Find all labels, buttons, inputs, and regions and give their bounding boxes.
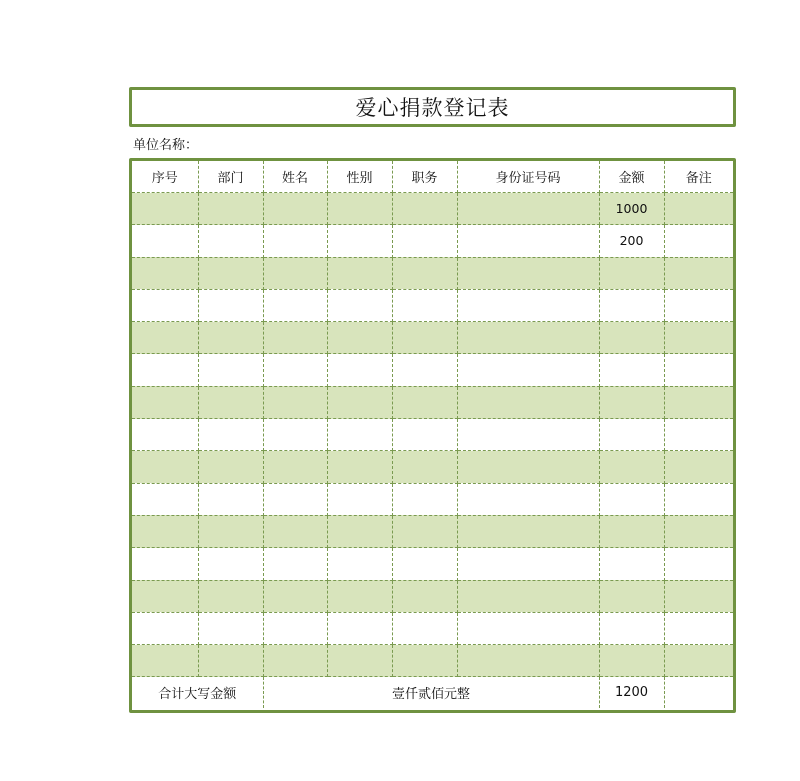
table-cell[interactable] <box>599 419 664 451</box>
donation-table <box>132 161 733 708</box>
column-header: 备注 <box>664 161 733 193</box>
table-cell[interactable] <box>392 645 457 677</box>
table-cell[interactable] <box>392 483 457 515</box>
table-cell[interactable] <box>599 257 664 289</box>
table-cell[interactable] <box>664 289 733 321</box>
table-cell[interactable] <box>198 548 263 580</box>
table-row <box>132 322 733 354</box>
table-cell[interactable] <box>263 386 327 418</box>
table-cell[interactable] <box>392 419 457 451</box>
table-row <box>132 645 733 677</box>
table-cell[interactable] <box>457 612 599 644</box>
table-cell[interactable] <box>664 548 733 580</box>
table-cell[interactable] <box>198 580 263 612</box>
table-cell[interactable] <box>327 354 392 386</box>
table-cell[interactable] <box>599 289 664 321</box>
table-cell[interactable] <box>392 289 457 321</box>
total-label: 合计大写金额 <box>132 677 263 709</box>
table-cell[interactable] <box>327 451 392 483</box>
table-cell[interactable] <box>457 645 599 677</box>
table-cell[interactable] <box>327 386 392 418</box>
table-cell[interactable] <box>132 612 198 644</box>
table-cell[interactable] <box>664 193 733 225</box>
table-cell[interactable] <box>457 515 599 547</box>
column-header: 身份证号码 <box>457 161 599 193</box>
table-cell[interactable] <box>664 483 733 515</box>
table-cell[interactable] <box>132 419 198 451</box>
table-cell[interactable] <box>198 257 263 289</box>
table-cell[interactable] <box>664 645 733 677</box>
table-cell[interactable] <box>392 386 457 418</box>
table-cell[interactable] <box>198 451 263 483</box>
table-row <box>132 289 733 321</box>
table-cell[interactable] <box>457 483 599 515</box>
table-cell[interactable] <box>132 289 198 321</box>
table-cell[interactable] <box>664 419 733 451</box>
table-cell[interactable] <box>263 225 327 257</box>
table-cell[interactable] <box>263 483 327 515</box>
table-cell[interactable] <box>327 580 392 612</box>
table-cell[interactable] <box>198 225 263 257</box>
table-cell[interactable] <box>457 257 599 289</box>
table-cell[interactable] <box>457 451 599 483</box>
table-cell[interactable] <box>263 419 327 451</box>
table-cell[interactable] <box>664 257 733 289</box>
table-cell[interactable] <box>198 386 263 418</box>
column-header: 姓名 <box>263 161 327 193</box>
total-amount-words[interactable]: 壹仟贰佰元整 <box>263 677 599 709</box>
table-row <box>132 515 733 547</box>
table-cell[interactable] <box>263 548 327 580</box>
table-cell[interactable] <box>327 483 392 515</box>
table-cell[interactable] <box>263 354 327 386</box>
table-cell[interactable] <box>327 515 392 547</box>
table-cell[interactable] <box>198 645 263 677</box>
table-cell[interactable] <box>457 193 599 225</box>
header-row <box>132 161 733 193</box>
table-cell[interactable] <box>664 354 733 386</box>
table-cell[interactable] <box>599 645 664 677</box>
column-header: 部门 <box>198 161 263 193</box>
table-cell[interactable] <box>664 612 733 644</box>
table-cell[interactable] <box>132 225 198 257</box>
table-cell[interactable] <box>392 612 457 644</box>
table-cell[interactable] <box>132 483 198 515</box>
page-title: 爱心捐款登记表 <box>355 96 510 120</box>
table-cell[interactable] <box>132 548 198 580</box>
table-row <box>132 419 733 451</box>
table-cell[interactable] <box>457 386 599 418</box>
table-cell[interactable] <box>263 322 327 354</box>
table-cell[interactable]: 1000 <box>599 193 664 225</box>
table-cell[interactable] <box>198 483 263 515</box>
table-row <box>132 612 733 644</box>
unit-name-label: 单位名称： <box>133 138 199 153</box>
table-cell[interactable] <box>263 515 327 547</box>
table-cell[interactable] <box>263 289 327 321</box>
table-cell[interactable] <box>327 322 392 354</box>
table-row <box>132 548 733 580</box>
table-cell[interactable] <box>132 257 198 289</box>
column-header: 序号 <box>132 161 198 193</box>
table-cell[interactable] <box>327 193 392 225</box>
table-cell[interactable] <box>263 580 327 612</box>
table-cell[interactable] <box>392 257 457 289</box>
table-row <box>132 483 733 515</box>
table-cell[interactable] <box>132 354 198 386</box>
table-cell[interactable] <box>132 386 198 418</box>
table-cell[interactable] <box>599 354 664 386</box>
column-header: 金额 <box>599 161 664 193</box>
table-cell[interactable] <box>132 580 198 612</box>
table-cell[interactable] <box>263 257 327 289</box>
table-row <box>132 354 733 386</box>
table-cell[interactable] <box>198 612 263 644</box>
table-cell[interactable] <box>664 322 733 354</box>
table-row <box>132 257 733 289</box>
table-cell[interactable] <box>664 451 733 483</box>
table-cell[interactable] <box>327 548 392 580</box>
table-row <box>132 386 733 418</box>
table-cell[interactable]: 200 <box>599 225 664 257</box>
table-cell[interactable] <box>132 193 198 225</box>
table-cell[interactable] <box>198 419 263 451</box>
title-box <box>129 87 736 127</box>
table-cell[interactable] <box>599 322 664 354</box>
table-cell[interactable] <box>392 580 457 612</box>
table-cell[interactable] <box>263 645 327 677</box>
table-cell[interactable] <box>263 612 327 644</box>
table-cell[interactable] <box>392 451 457 483</box>
table-cell[interactable] <box>327 289 392 321</box>
table-cell[interactable] <box>198 289 263 321</box>
table-cell[interactable] <box>327 645 392 677</box>
table-cell[interactable] <box>132 451 198 483</box>
table-cell[interactable] <box>132 645 198 677</box>
table-cell[interactable] <box>327 225 392 257</box>
table-cell[interactable] <box>327 612 392 644</box>
table-row <box>132 580 733 612</box>
column-header: 职务 <box>392 161 457 193</box>
table-cell[interactable] <box>327 257 392 289</box>
table-cell[interactable] <box>664 225 733 257</box>
table-cell[interactable] <box>132 515 198 547</box>
table-cell[interactable] <box>664 515 733 547</box>
table-cell[interactable] <box>599 612 664 644</box>
table-cell[interactable] <box>599 483 664 515</box>
table-cell[interactable] <box>457 354 599 386</box>
table-cell[interactable] <box>132 322 198 354</box>
table-row <box>132 225 733 257</box>
table-cell[interactable] <box>664 386 733 418</box>
table-cell[interactable] <box>664 580 733 612</box>
table-cell[interactable] <box>599 386 664 418</box>
table-cell[interactable] <box>392 515 457 547</box>
table-row <box>132 193 733 225</box>
table-cell[interactable] <box>392 322 457 354</box>
table-cell[interactable] <box>457 548 599 580</box>
table-cell[interactable] <box>599 515 664 547</box>
table-cell[interactable] <box>327 419 392 451</box>
total-remark-cell[interactable] <box>664 677 733 709</box>
donation-table-frame <box>129 158 736 713</box>
table-cell[interactable] <box>392 548 457 580</box>
table-cell[interactable] <box>457 322 599 354</box>
table-cell[interactable] <box>198 322 263 354</box>
table-cell[interactable] <box>392 225 457 257</box>
total-amount[interactable]: 1200 <box>599 677 664 709</box>
table-cell[interactable] <box>198 193 263 225</box>
table-cell[interactable] <box>263 451 327 483</box>
table-row <box>132 451 733 483</box>
table-cell[interactable] <box>457 289 599 321</box>
total-row <box>132 677 733 709</box>
column-header: 性别 <box>327 161 392 193</box>
table-cell[interactable] <box>392 193 457 225</box>
table-cell[interactable] <box>263 193 327 225</box>
table-cell[interactable] <box>599 451 664 483</box>
table-cell[interactable] <box>457 419 599 451</box>
table-cell[interactable] <box>198 354 263 386</box>
table-cell[interactable] <box>599 548 664 580</box>
table-cell[interactable] <box>457 225 599 257</box>
table-cell[interactable] <box>457 580 599 612</box>
table-cell[interactable] <box>198 515 263 547</box>
table-cell[interactable] <box>392 354 457 386</box>
table-cell[interactable] <box>599 580 664 612</box>
